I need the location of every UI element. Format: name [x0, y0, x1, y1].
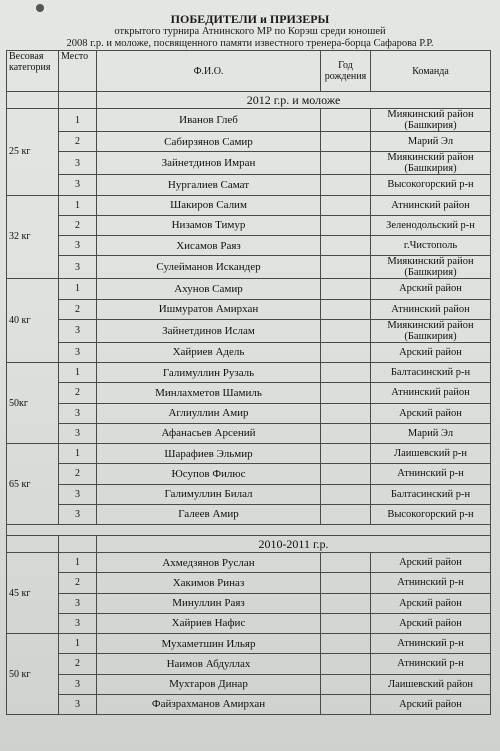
birth-year-cell [321, 484, 371, 504]
athlete-name-cell: Галимуллин Рузаль [97, 363, 321, 383]
place-cell: 1 [59, 109, 97, 132]
place-cell: 3 [59, 319, 97, 342]
table-row [7, 279, 491, 299]
team-cell: Арский район [371, 279, 491, 299]
athlete-name-cell: Шакиров Салим [97, 195, 321, 215]
table-row [7, 195, 491, 215]
table-row [7, 175, 491, 195]
team-cell: Арский район [371, 403, 491, 423]
birth-year-cell [321, 175, 371, 195]
table-row [7, 342, 491, 362]
place-cell: 2 [59, 573, 97, 593]
team-cell: Атнинский р-н [371, 464, 491, 484]
section-empty-cell [7, 536, 59, 553]
birth-year-cell [321, 109, 371, 132]
place-cell: 3 [59, 236, 97, 256]
team-cell: Атнинский район [371, 383, 491, 403]
athlete-name-cell: Минлахметов Шамиль [97, 383, 321, 403]
athlete-name-cell: Галимуллин Билал [97, 484, 321, 504]
table-row [7, 363, 491, 383]
table-row [7, 444, 491, 464]
results-table-body [7, 92, 491, 715]
birth-year-cell [321, 613, 371, 633]
birth-year-cell [321, 256, 371, 279]
column-header-year: Год рождения [321, 51, 371, 92]
section-empty-cell [59, 536, 97, 553]
athlete-name-cell: Хисамов Раяз [97, 236, 321, 256]
birth-year-cell [321, 403, 371, 423]
birth-year-cell [321, 553, 371, 573]
place-cell: 1 [59, 279, 97, 299]
document-subtitle-2: 2008 г.р. и моложе, посвященного памяти известного тренера-борца Сафарова Р.Р. [66, 38, 434, 49]
team-cell: Марий Эл [371, 132, 491, 152]
team-cell: Миякинский район (Башкирия) [371, 256, 491, 279]
birth-year-cell [321, 152, 371, 175]
column-header-category: Весовая категория [7, 51, 59, 92]
team-cell: Атнинский р-н [371, 573, 491, 593]
team-cell: Марий Эл [371, 423, 491, 443]
place-cell: 1 [59, 444, 97, 464]
place-cell: 3 [59, 694, 97, 714]
birth-year-cell [321, 573, 371, 593]
place-cell: 3 [59, 613, 97, 633]
athlete-name-cell: Зайнетдинов Имран [97, 152, 321, 175]
weight-category-label: 45 кг [7, 553, 59, 634]
birth-year-cell [321, 342, 371, 362]
weight-category-label: 32 кг [7, 195, 59, 279]
athlete-name-cell: Шарафиев Эльмир [97, 444, 321, 464]
team-cell: Арский район [371, 694, 491, 714]
table-row [7, 634, 491, 654]
table-row [7, 403, 491, 423]
birth-year-cell [321, 383, 371, 403]
section-empty-cell [59, 92, 97, 109]
team-cell: Миякинский район (Башкирия) [371, 152, 491, 175]
athlete-name-cell: Мухаметшин Ильяр [97, 634, 321, 654]
athlete-name-cell: Сабирзянов Самир [97, 132, 321, 152]
team-cell: Арский район [371, 342, 491, 362]
weight-category-label: 50кг [7, 363, 59, 444]
table-row [7, 573, 491, 593]
table-row [7, 593, 491, 613]
place-cell: 3 [59, 152, 97, 175]
birth-year-cell [321, 504, 371, 524]
place-cell: 3 [59, 175, 97, 195]
section-title: 2010-2011 г.р. [97, 536, 491, 553]
birth-year-cell [321, 464, 371, 484]
athlete-name-cell: Файзрахманов Амирхан [97, 694, 321, 714]
birth-year-cell [321, 132, 371, 152]
table-row [7, 504, 491, 524]
table-row [7, 694, 491, 714]
team-cell: Высокогорский р-н [371, 175, 491, 195]
table-row [7, 674, 491, 694]
weight-category-label: 65 кг [7, 444, 59, 525]
column-header-name: Ф.И.О. [97, 51, 321, 92]
birth-year-cell [321, 299, 371, 319]
team-cell: Атнинский р-н [371, 634, 491, 654]
athlete-name-cell: Нургалиев Самат [97, 175, 321, 195]
place-cell: 3 [59, 593, 97, 613]
team-cell: г.Чистополь [371, 236, 491, 256]
weight-category-label: 50 кг [7, 634, 59, 715]
place-cell: 2 [59, 654, 97, 674]
place-cell: 2 [59, 215, 97, 235]
table-row [7, 109, 491, 132]
athlete-name-cell: Минуллин Раяз [97, 593, 321, 613]
table-row [7, 299, 491, 319]
place-cell: 3 [59, 256, 97, 279]
table-row [7, 152, 491, 175]
birth-year-cell [321, 195, 371, 215]
table-row [7, 215, 491, 235]
team-cell: Балтасинский р-н [371, 484, 491, 504]
athlete-name-cell: Галеев Амир [97, 504, 321, 524]
table-row [7, 383, 491, 403]
athlete-name-cell: Ахунов Самир [97, 279, 321, 299]
place-cell: 2 [59, 132, 97, 152]
team-cell: Миякинский район (Башкирия) [371, 109, 491, 132]
column-header-team: Команда [371, 51, 491, 92]
section-title: 2012 г.р. и моложе [97, 92, 491, 109]
place-cell: 1 [59, 634, 97, 654]
athlete-name-cell: Юсупов Филюс [97, 464, 321, 484]
athlete-name-cell: Зайнетдинов Ислам [97, 319, 321, 342]
table-row [7, 613, 491, 633]
table-row [7, 553, 491, 573]
place-cell: 3 [59, 342, 97, 362]
birth-year-cell [321, 694, 371, 714]
birth-year-cell [321, 593, 371, 613]
athlete-name-cell: Хайриев Адель [97, 342, 321, 362]
athlete-name-cell: Хайриев Нафис [97, 613, 321, 633]
athlete-name-cell: Низамов Тимур [97, 215, 321, 235]
column-header-place: Место [59, 51, 97, 92]
birth-year-cell [321, 423, 371, 443]
birth-year-cell [321, 634, 371, 654]
team-cell: Арский район [371, 553, 491, 573]
place-cell: 3 [59, 423, 97, 443]
athlete-name-cell: Мухтаров Динар [97, 674, 321, 694]
table-row [7, 256, 491, 279]
table-row [7, 236, 491, 256]
table-row [7, 464, 491, 484]
athlete-name-cell: Хакимов Риназ [97, 573, 321, 593]
place-cell: 2 [59, 299, 97, 319]
place-cell: 1 [59, 553, 97, 573]
birth-year-cell [321, 444, 371, 464]
team-cell: Лаишевский р-н [371, 444, 491, 464]
place-cell: 2 [59, 464, 97, 484]
team-cell: Атнинский р-н [371, 654, 491, 674]
athlete-name-cell: Наимов Абдуллах [97, 654, 321, 674]
team-cell: Арский район [371, 593, 491, 613]
weight-category-label: 40 кг [7, 279, 59, 363]
birth-year-cell [321, 319, 371, 342]
team-cell: Балтасинский р-н [371, 363, 491, 383]
birth-year-cell [321, 674, 371, 694]
place-cell: 3 [59, 674, 97, 694]
team-cell: Высокогорский р-н [371, 504, 491, 524]
document-subtitle: открытого турнира Атнинского МР по Корэш среди юношей [114, 26, 386, 37]
table-row [7, 423, 491, 443]
table-row [7, 654, 491, 674]
athlete-name-cell: Ишмуратов Амирхан [97, 299, 321, 319]
place-cell: 1 [59, 363, 97, 383]
place-cell: 2 [59, 383, 97, 403]
place-cell: 3 [59, 504, 97, 524]
team-cell: Миякинский район (Башкирия) [371, 319, 491, 342]
athlete-name-cell: Аглиуллин Амир [97, 403, 321, 423]
section-row [7, 536, 491, 553]
birth-year-cell [321, 215, 371, 235]
birth-year-cell [321, 363, 371, 383]
place-cell: 3 [59, 403, 97, 423]
athlete-name-cell: Иванов Глеб [97, 109, 321, 132]
team-cell: Зеленодольский р-н [371, 215, 491, 235]
table-row [7, 484, 491, 504]
table-row [7, 319, 491, 342]
section-row [7, 92, 491, 109]
athlete-name-cell: Сулейманов Искандер [97, 256, 321, 279]
results-table [6, 50, 491, 715]
team-cell: Атнинский район [371, 299, 491, 319]
ink-dot-mark [36, 4, 44, 12]
team-cell: Лаишевский район [371, 674, 491, 694]
athlete-name-cell: Ахмедзянов Руслан [97, 553, 321, 573]
table-row [7, 132, 491, 152]
place-cell: 1 [59, 195, 97, 215]
section-empty-cell [7, 92, 59, 109]
team-cell: Арский район [371, 613, 491, 633]
section-gap-row [7, 525, 491, 536]
birth-year-cell [321, 279, 371, 299]
team-cell: Атнинский район [371, 195, 491, 215]
place-cell: 3 [59, 484, 97, 504]
birth-year-cell [321, 236, 371, 256]
document-title: ПОБЕДИТЕЛИ и ПРИЗЕРЫ [170, 12, 330, 26]
birth-year-cell [321, 654, 371, 674]
weight-category-label: 25 кг [7, 109, 59, 196]
athlete-name-cell: Афанасьев Арсений [97, 423, 321, 443]
section-gap-cell [7, 525, 491, 536]
